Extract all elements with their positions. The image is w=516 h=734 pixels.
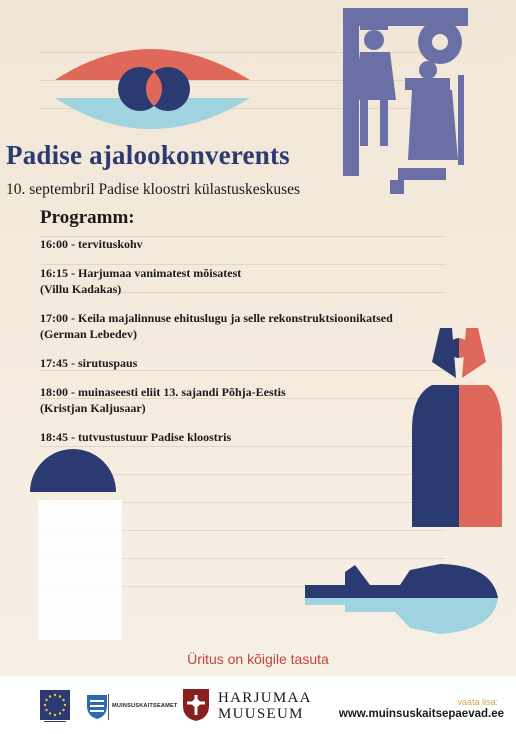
program-item xyxy=(40,266,241,297)
eye-emblem-icon xyxy=(55,49,250,129)
museum-name-line1: HARJUMAA xyxy=(218,690,312,706)
program-item-line: 18:45 - tutvustustuur Padise kloostris xyxy=(40,430,232,444)
program-item xyxy=(40,430,231,446)
workers-gear-stamp-icon xyxy=(343,8,468,194)
program-item-speaker: (Villu Kadakas) xyxy=(40,281,122,296)
program-item xyxy=(40,237,143,253)
program-item-line: 17:45 - sirutuspaus xyxy=(40,356,138,370)
free-entry-note: Üritus on kõigile tasuta xyxy=(187,651,329,667)
program-item xyxy=(40,356,137,372)
program-item-line: 18:00 - muinaseesti eliit 13. sajandi Põhja-Eestis xyxy=(40,385,286,399)
program-item-line: 16:15 - Harjumaa vanimatest mõisatest xyxy=(40,266,242,280)
program-item xyxy=(40,385,286,416)
program-item-line: 17:00 - Keila majalinnuse ehituslugu ja selle rekonstruktsioonikatsed xyxy=(40,311,393,325)
poster-title: Padise ajalookonverents xyxy=(6,140,290,170)
program-heading: Programm: xyxy=(40,207,135,228)
program-item-speaker: (German Lebedev) xyxy=(40,326,137,341)
estonian-coat-of-arms-icon xyxy=(86,694,108,720)
see-more-label: vaata lisa: xyxy=(457,697,498,707)
museum-name-line2: MUUSEUM xyxy=(218,706,304,722)
program-item-line: 16:00 - tervituskohv xyxy=(40,237,143,251)
website-link[interactable]: www.muinsuskaitsepaevad.ee xyxy=(338,708,504,720)
event-subtitle: 10. septembril Padise kloostri külastuskeskuses xyxy=(6,181,301,198)
raised-arms-figure-icon xyxy=(412,328,502,527)
half-circle-figure-icon xyxy=(30,449,122,640)
program-item xyxy=(40,311,393,342)
harjumaa-museum-shield-icon xyxy=(182,688,210,722)
footer-logos xyxy=(0,676,516,734)
eu-fund-logo-icon xyxy=(40,690,70,722)
program-item-speaker: (Kristjan Kaljusaar) xyxy=(40,400,146,415)
fish-figure-icon xyxy=(305,564,498,634)
heritage-agency-label: MUINSUSKAITSEAMET xyxy=(112,703,178,709)
